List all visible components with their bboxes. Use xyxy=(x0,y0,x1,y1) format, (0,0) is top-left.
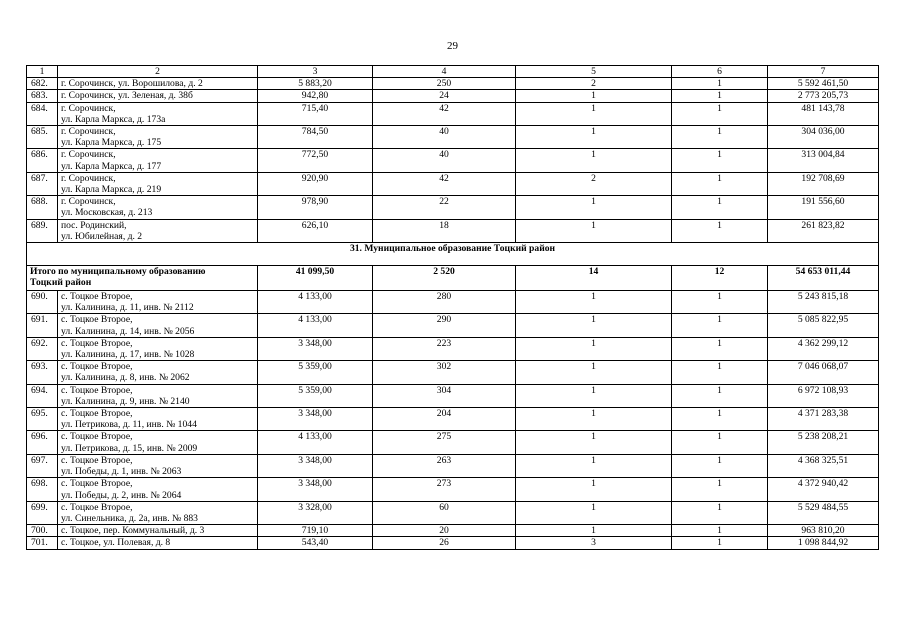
column-header: 6 xyxy=(672,66,768,78)
table-row xyxy=(27,196,879,219)
area-cell: 3 348,00 xyxy=(258,454,373,477)
col6-cell: 1 xyxy=(672,537,768,549)
table-row xyxy=(27,384,879,407)
area-cell: 4 133,00 xyxy=(258,431,373,454)
table-row xyxy=(27,525,879,537)
table-row xyxy=(27,102,879,125)
col5-cell: 1 xyxy=(516,90,672,102)
col5-cell: 2 xyxy=(516,78,672,90)
address-line-2: ул. Петрикова, д. 15, инв. № 2009 xyxy=(61,442,198,454)
table-row xyxy=(27,501,879,524)
row-number: 684. xyxy=(27,102,58,125)
address-line-1: г. Сорочинск, xyxy=(61,102,116,114)
col6-cell: 1 xyxy=(672,196,768,219)
total-row xyxy=(27,266,879,291)
col5-cell: 1 xyxy=(516,314,672,337)
residents-cell: 26 xyxy=(373,537,516,549)
residents-cell: 304 xyxy=(373,384,516,407)
address-line-2: ул. Карла Маркса, д. 175 xyxy=(61,137,162,149)
cost-cell: 5 592 461,50 xyxy=(768,78,879,90)
col6-cell: 1 xyxy=(672,525,768,537)
address-line-2: ул. Карла Маркса, д. 177 xyxy=(61,160,162,172)
col5-cell: 1 xyxy=(516,149,672,172)
col6-cell: 1 xyxy=(672,501,768,524)
cost-cell: 261 823,82 xyxy=(768,219,879,242)
area-cell: 5 883,20 xyxy=(258,78,373,90)
address-cell xyxy=(58,172,258,195)
address-cell xyxy=(58,78,258,90)
residents-cell: 22 xyxy=(373,196,516,219)
address-cell xyxy=(58,525,258,537)
residents-cell: 273 xyxy=(373,478,516,501)
column-header: 2 xyxy=(58,66,258,78)
cost-cell: 1 098 844,92 xyxy=(768,537,879,549)
cost-cell: 4 372 940,42 xyxy=(768,478,879,501)
address-cell xyxy=(58,314,258,337)
total-area: 41 099,50 xyxy=(258,266,373,291)
residents-cell: 42 xyxy=(373,172,516,195)
residents-cell: 18 xyxy=(373,219,516,242)
address-cell xyxy=(58,431,258,454)
row-number: 698. xyxy=(27,478,58,501)
table-row xyxy=(27,337,879,360)
residents-cell: 302 xyxy=(373,361,516,384)
area-cell: 3 328,00 xyxy=(258,501,373,524)
address-line-1: с. Тоцкое Второе, xyxy=(61,408,133,420)
area-cell: 784,50 xyxy=(258,126,373,149)
col5-cell: 1 xyxy=(516,478,672,501)
table-body xyxy=(27,66,879,550)
col6-cell: 1 xyxy=(672,337,768,360)
address-line-2: ул. Победы, д. 1, инв. № 2063 xyxy=(61,466,182,478)
col5-cell: 1 xyxy=(516,525,672,537)
address-cell xyxy=(58,361,258,384)
residents-cell: 275 xyxy=(373,431,516,454)
col5-cell: 3 xyxy=(516,537,672,549)
col6-cell: 1 xyxy=(672,78,768,90)
total-label-line: Тоцкий район xyxy=(30,277,92,289)
address-cell xyxy=(58,501,258,524)
address-cell xyxy=(58,478,258,501)
col5-cell: 1 xyxy=(516,384,672,407)
column-header: 1 xyxy=(27,66,58,78)
address-line-1: с. Тоцкое Второе, xyxy=(61,478,133,490)
col6-cell: 1 xyxy=(672,431,768,454)
residents-cell: 42 xyxy=(373,102,516,125)
col5-cell: 1 xyxy=(516,454,672,477)
header-row xyxy=(27,66,879,78)
area-cell: 942,80 xyxy=(258,90,373,102)
row-number: 700. xyxy=(27,525,58,537)
col6-cell: 1 xyxy=(672,384,768,407)
col6-cell: 1 xyxy=(672,478,768,501)
address-line-1: г. Сорочинск, xyxy=(61,196,116,208)
col5-cell: 1 xyxy=(516,501,672,524)
cost-cell: 481 143,78 xyxy=(768,102,879,125)
total-label xyxy=(27,266,258,291)
cost-cell: 4 368 325,51 xyxy=(768,454,879,477)
table-row xyxy=(27,431,879,454)
address-cell xyxy=(58,196,258,219)
address-cell xyxy=(58,337,258,360)
area-cell: 543,40 xyxy=(258,537,373,549)
col6-cell: 1 xyxy=(672,361,768,384)
address-cell xyxy=(58,149,258,172)
address-cell xyxy=(58,90,258,102)
row-number: 695. xyxy=(27,408,58,431)
housing-table xyxy=(26,65,879,550)
address-line-2: ул. Калинина, д. 17, инв. № 1028 xyxy=(61,349,195,361)
column-header: 5 xyxy=(516,66,672,78)
address-line-1: г. Сорочинск, xyxy=(61,172,116,184)
address-cell xyxy=(58,384,258,407)
col5-cell: 1 xyxy=(516,361,672,384)
address-line-2: ул. Калинина, д. 8, инв. № 2062 xyxy=(61,372,190,384)
residents-cell: 40 xyxy=(373,126,516,149)
col6-cell: 1 xyxy=(672,149,768,172)
address-line-2: ул. Калинина, д. 14, инв. № 2056 xyxy=(61,325,195,337)
table-row xyxy=(27,537,879,549)
address-line-1: г. Сорочинск, ул. Ворошилова, д. 2 xyxy=(61,78,203,90)
col6-cell: 1 xyxy=(672,172,768,195)
area-cell: 5 359,00 xyxy=(258,361,373,384)
row-number: 691. xyxy=(27,314,58,337)
cost-cell: 192 708,69 xyxy=(768,172,879,195)
row-number: 697. xyxy=(27,454,58,477)
address-line-1: г. Сорочинск, xyxy=(61,149,116,161)
address-line-1: пос. Родинский, xyxy=(61,219,127,231)
address-line-2: ул. Калинина, д. 9, инв. № 2140 xyxy=(61,395,190,407)
address-line-1: с. Тоцкое Второе, xyxy=(61,337,133,349)
col6-cell: 1 xyxy=(672,126,768,149)
address-line-2: ул. Петрикова, д. 11, инв. № 1044 xyxy=(61,419,197,431)
address-line-1: с. Тоцкое Второе, xyxy=(61,291,133,303)
table-row xyxy=(27,408,879,431)
area-cell: 3 348,00 xyxy=(258,408,373,431)
address-line-2: ул. Калинина, д. 11, инв. № 2112 xyxy=(61,302,194,314)
residents-cell: 263 xyxy=(373,454,516,477)
total-label-line: Итого по муниципальному образованию xyxy=(30,266,206,278)
col6-cell: 1 xyxy=(672,408,768,431)
residents-cell: 280 xyxy=(373,291,516,314)
area-cell: 4 133,00 xyxy=(258,314,373,337)
row-number: 694. xyxy=(27,384,58,407)
address-line-2: ул. Московская, д. 213 xyxy=(61,207,153,219)
cost-cell: 5 529 484,55 xyxy=(768,501,879,524)
residents-cell: 60 xyxy=(373,501,516,524)
total-c6: 12 xyxy=(672,266,768,291)
column-header: 3 xyxy=(258,66,373,78)
area-cell: 626,10 xyxy=(258,219,373,242)
row-number: 699. xyxy=(27,501,58,524)
area-cell: 772,50 xyxy=(258,149,373,172)
column-header: 4 xyxy=(373,66,516,78)
address-line-1: с. Тоцкое Второе, xyxy=(61,501,133,513)
area-cell: 3 348,00 xyxy=(258,337,373,360)
table-row xyxy=(27,454,879,477)
page-number: 29 xyxy=(447,40,458,52)
address-line-1: с. Тоцкое Второе, xyxy=(61,384,133,396)
cost-cell: 2 773 205,73 xyxy=(768,90,879,102)
row-number: 696. xyxy=(27,431,58,454)
address-cell xyxy=(58,102,258,125)
address-line-1: с. Тоцкое Второе, xyxy=(61,361,133,373)
row-number: 685. xyxy=(27,126,58,149)
table-row xyxy=(27,172,879,195)
cost-cell: 6 972 108,93 xyxy=(768,384,879,407)
table-row xyxy=(27,361,879,384)
row-number: 701. xyxy=(27,537,58,549)
cost-cell: 4 362 299,12 xyxy=(768,337,879,360)
address-line-1: с. Тоцкое Второе, xyxy=(61,454,133,466)
col6-cell: 1 xyxy=(672,454,768,477)
cost-cell: 7 046 068,07 xyxy=(768,361,879,384)
address-cell xyxy=(58,408,258,431)
address-line-2: ул. Карла Маркса, д. 219 xyxy=(61,184,162,196)
address-cell xyxy=(58,291,258,314)
col5-cell: 1 xyxy=(516,196,672,219)
row-number: 688. xyxy=(27,196,58,219)
residents-cell: 20 xyxy=(373,525,516,537)
col6-cell: 1 xyxy=(672,314,768,337)
cost-cell: 304 036,00 xyxy=(768,126,879,149)
cost-cell: 5 243 815,18 xyxy=(768,291,879,314)
total-c5: 14 xyxy=(516,266,672,291)
address-cell xyxy=(58,537,258,549)
address-line-1: с. Тоцкое, пер. Коммунальный, д. 3 xyxy=(61,525,205,537)
section-row xyxy=(27,243,879,266)
row-number: 692. xyxy=(27,337,58,360)
address-line-2: ул. Юбилейная, д. 2 xyxy=(61,230,143,242)
total-people: 2 520 xyxy=(373,266,516,291)
residents-cell: 223 xyxy=(373,337,516,360)
address-line-2: ул. Победы, д. 2, инв. № 2064 xyxy=(61,489,182,501)
table-row xyxy=(27,78,879,90)
row-number: 682. xyxy=(27,78,58,90)
col5-cell: 1 xyxy=(516,126,672,149)
residents-cell: 204 xyxy=(373,408,516,431)
column-header: 7 xyxy=(768,66,879,78)
residents-cell: 290 xyxy=(373,314,516,337)
col6-cell: 1 xyxy=(672,90,768,102)
col6-cell: 1 xyxy=(672,219,768,242)
area-cell: 719,10 xyxy=(258,525,373,537)
address-cell xyxy=(58,219,258,242)
address-line-2: ул. Карла Маркса, д. 173а xyxy=(61,113,166,125)
row-number: 683. xyxy=(27,90,58,102)
row-number: 693. xyxy=(27,361,58,384)
area-cell: 978,90 xyxy=(258,196,373,219)
table-row xyxy=(27,291,879,314)
row-number: 686. xyxy=(27,149,58,172)
table-row xyxy=(27,219,879,242)
address-line-1: с. Тоцкое Второе, xyxy=(61,431,133,443)
address-cell xyxy=(58,454,258,477)
address-line-1: с. Тоцкое, ул. Полевая, д. 8 xyxy=(61,537,171,549)
cost-cell: 313 004,84 xyxy=(768,149,879,172)
table-row xyxy=(27,314,879,337)
col6-cell: 1 xyxy=(672,291,768,314)
col6-cell: 1 xyxy=(672,102,768,125)
col5-cell: 2 xyxy=(516,172,672,195)
col5-cell: 1 xyxy=(516,291,672,314)
row-number: 690. xyxy=(27,291,58,314)
col5-cell: 1 xyxy=(516,408,672,431)
cost-cell: 963 810,20 xyxy=(768,525,879,537)
cost-cell: 5 238 208,21 xyxy=(768,431,879,454)
residents-cell: 250 xyxy=(373,78,516,90)
col5-cell: 1 xyxy=(516,102,672,125)
cost-cell: 5 085 822,95 xyxy=(768,314,879,337)
address-line-1: с. Тоцкое Второе, xyxy=(61,314,133,326)
cost-cell: 191 556,60 xyxy=(768,196,879,219)
total-cost: 54 653 011,44 xyxy=(768,266,879,291)
area-cell: 715,40 xyxy=(258,102,373,125)
address-line-2: ул. Синельника, д. 2а, инв. № 883 xyxy=(61,512,198,524)
col5-cell: 1 xyxy=(516,337,672,360)
table-row xyxy=(27,149,879,172)
address-cell xyxy=(58,126,258,149)
area-cell: 4 133,00 xyxy=(258,291,373,314)
row-number: 689. xyxy=(27,219,58,242)
section-title: 31. Муниципальное образование Тоцкий район xyxy=(27,243,879,266)
residents-cell: 24 xyxy=(373,90,516,102)
cost-cell: 4 371 283,38 xyxy=(768,408,879,431)
residents-cell: 40 xyxy=(373,149,516,172)
table-row xyxy=(27,90,879,102)
area-cell: 5 359,00 xyxy=(258,384,373,407)
table-row xyxy=(27,478,879,501)
address-line-1: г. Сорочинск, xyxy=(61,126,116,138)
col5-cell: 1 xyxy=(516,219,672,242)
table-row xyxy=(27,126,879,149)
address-line-1: г. Сорочинск, ул. Зеленая, д. 38б xyxy=(61,90,193,102)
row-number: 687. xyxy=(27,172,58,195)
area-cell: 3 348,00 xyxy=(258,478,373,501)
area-cell: 920,90 xyxy=(258,172,373,195)
col5-cell: 1 xyxy=(516,431,672,454)
